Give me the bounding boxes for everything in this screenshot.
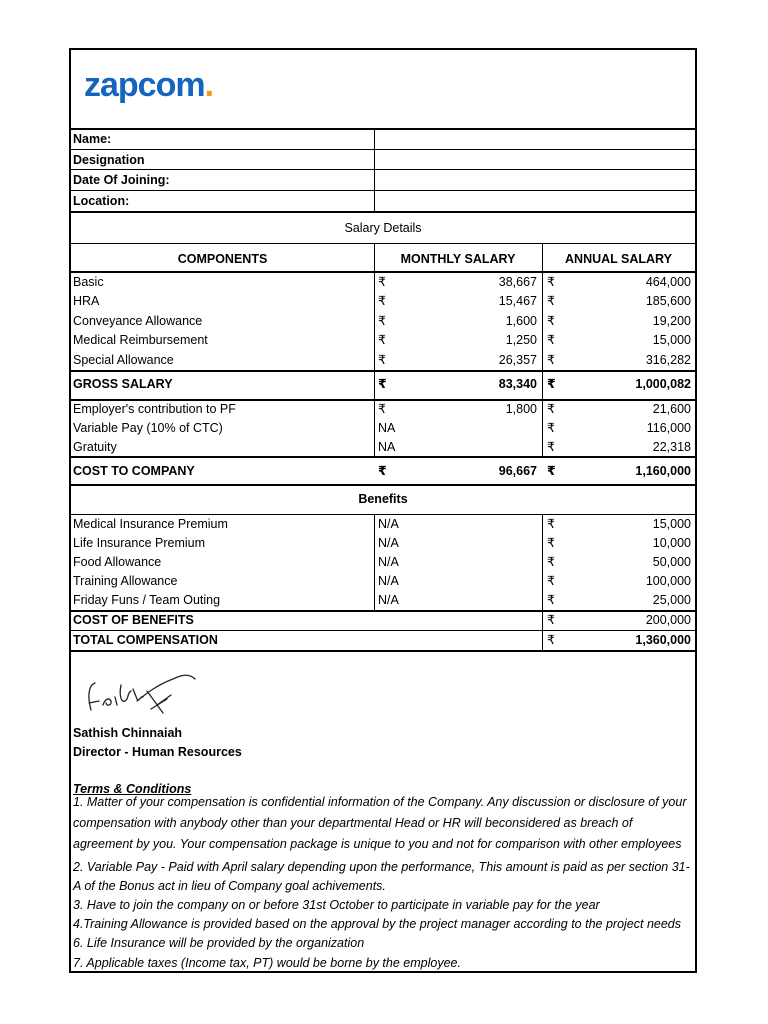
salary-row-monthly: 1,800 bbox=[505, 402, 537, 416]
benefit-row-annual: 25,000 bbox=[652, 593, 691, 607]
rupee-icon: ₹ bbox=[547, 275, 555, 289]
benefit-row-monthly: N/A bbox=[378, 593, 399, 607]
rupee-icon: ₹ bbox=[378, 353, 386, 367]
rupee-icon: ₹ bbox=[547, 421, 555, 435]
gross-salary-label: GROSS SALARY bbox=[73, 377, 173, 391]
benefit-row-annual: 50,000 bbox=[652, 555, 691, 569]
signatory-name: Sathish Chinnaiah bbox=[73, 726, 183, 740]
rupee-icon: ₹ bbox=[378, 314, 386, 328]
rupee-icon: ₹ bbox=[378, 294, 386, 308]
salary-row-monthly: NA bbox=[378, 421, 396, 435]
rupee-icon: ₹ bbox=[378, 377, 387, 391]
benefit-row-label: Medical Insurance Premium bbox=[73, 517, 228, 531]
benefit-row-annual: 100,000 bbox=[645, 574, 691, 588]
rupee-icon: ₹ bbox=[547, 574, 555, 588]
col-annual: ANNUAL SALARY bbox=[565, 252, 672, 266]
salary-row-label: Conveyance Allowance bbox=[73, 314, 203, 328]
benefit-row-monthly: N/A bbox=[378, 555, 399, 569]
benefit-row-label: Life Insurance Premium bbox=[73, 536, 206, 550]
salary-row-annual: 22,318 bbox=[652, 440, 691, 454]
rupee-icon: ₹ bbox=[547, 294, 555, 308]
cost-of-benefits-annual: 200,000 bbox=[645, 613, 691, 627]
benefit-row-monthly: N/A bbox=[378, 517, 399, 531]
benefits-title: Benefits bbox=[358, 492, 408, 506]
rupee-icon: ₹ bbox=[378, 275, 386, 289]
salary-row-monthly: 1,600 bbox=[505, 314, 537, 328]
benefit-row-label: Training Allowance bbox=[73, 574, 178, 588]
salary-row-monthly: 38,667 bbox=[498, 275, 537, 289]
signatory-title: Director - Human Resources bbox=[73, 745, 242, 759]
salary-row-label: Special Allowance bbox=[73, 353, 174, 367]
rupee-icon: ₹ bbox=[547, 613, 555, 627]
salary-row-monthly: 1,250 bbox=[505, 333, 537, 347]
col-monthly: MONTHLY SALARY bbox=[400, 252, 516, 266]
gross-salary-annual: 1,000,082 bbox=[635, 377, 691, 391]
benefit-row-annual: 10,000 bbox=[652, 536, 691, 550]
location-label: Location: bbox=[73, 194, 130, 208]
gross-salary-monthly: 83,340 bbox=[498, 377, 537, 391]
salary-row-label: Medical Reimbursement bbox=[73, 333, 208, 347]
salary-row-label: Variable Pay (10% of CTC) bbox=[73, 421, 223, 435]
rupee-icon: ₹ bbox=[547, 353, 555, 367]
benefit-row-monthly: N/A bbox=[378, 536, 399, 550]
salary-row-monthly: NA bbox=[378, 440, 396, 454]
rupee-icon: ₹ bbox=[547, 440, 555, 454]
benefit-row-label: Friday Funs / Team Outing bbox=[73, 593, 221, 607]
salary-sheet bbox=[69, 48, 697, 973]
ctc-label: COST TO COMPANY bbox=[73, 464, 195, 478]
term-3: 3. Have to join the company on or before 31st October to participate in variable pay for the year bbox=[73, 898, 600, 912]
rupee-icon: ₹ bbox=[547, 555, 555, 569]
rupee-icon: ₹ bbox=[547, 593, 555, 607]
signature-image bbox=[77, 655, 207, 730]
cost-of-benefits-label: COST OF BENEFITS bbox=[73, 613, 194, 627]
salary-row-label: Gratuity bbox=[73, 440, 117, 454]
salary-row-annual: 185,600 bbox=[645, 294, 691, 308]
total-compensation-annual: 1,360,000 bbox=[635, 633, 691, 647]
zapcom-logo: zapcom. bbox=[84, 66, 214, 104]
rupee-icon: ₹ bbox=[547, 314, 555, 328]
salary-row-annual: 19,200 bbox=[652, 314, 691, 328]
term-1: 1. Matter of your compensation is confidential information of the Company. Any discussion or disclosure of your compensation with anybody other than your departmental Head or HR will beconsidered as breach of agreement by you. Your compensation package is unique to you and not for comparison with other employees bbox=[73, 795, 687, 851]
rupee-icon: ₹ bbox=[547, 377, 556, 391]
salary-row-monthly: 15,467 bbox=[498, 294, 537, 308]
rupee-icon: ₹ bbox=[547, 333, 555, 347]
term-7: 7. Applicable taxes (Income tax, PT) would be borne by the employee. bbox=[73, 956, 461, 970]
rupee-icon: ₹ bbox=[378, 402, 386, 416]
name-label: Name: bbox=[73, 132, 112, 146]
salary-details-title: Salary Details bbox=[344, 221, 422, 235]
salary-row-annual: 21,600 bbox=[652, 402, 691, 416]
rupee-icon: ₹ bbox=[547, 464, 556, 478]
doj-label: Date Of Joining: bbox=[73, 173, 170, 187]
salary-row-monthly: 26,357 bbox=[498, 353, 537, 367]
rupee-icon: ₹ bbox=[378, 333, 386, 347]
rupee-icon: ₹ bbox=[547, 633, 555, 647]
salary-row-annual: 316,282 bbox=[645, 353, 691, 367]
benefit-row-label: Food Allowance bbox=[73, 555, 162, 569]
term-2: 2. Variable Pay - Paid with April salary depending upon the performance, This amount is paid as per section 31-A of the Bonus act in lieu of Company goal achivements. bbox=[73, 860, 690, 893]
term-4: 4.Training Allowance is provided based on the approval by the project manager according to the project needs bbox=[73, 917, 682, 931]
term-6: 6. Life Insurance will be provided by the organization bbox=[73, 936, 365, 950]
salary-row-annual: 15,000 bbox=[652, 333, 691, 347]
ctc-annual: 1,160,000 bbox=[635, 464, 691, 478]
rupee-icon: ₹ bbox=[547, 536, 555, 550]
salary-row-label: HRA bbox=[73, 294, 100, 308]
terms-section bbox=[73, 780, 695, 970]
benefit-row-annual: 15,000 bbox=[652, 517, 691, 531]
terms-heading: Terms & Conditions bbox=[73, 782, 192, 796]
rupee-icon: ₹ bbox=[378, 464, 387, 478]
designation-label: Designation bbox=[73, 153, 145, 167]
ctc-monthly: 96,667 bbox=[498, 464, 537, 478]
rupee-icon: ₹ bbox=[547, 517, 555, 531]
col-components: COMPONENTS bbox=[177, 252, 268, 266]
total-compensation-label: TOTAL COMPENSATION bbox=[73, 633, 218, 647]
salary-row-annual: 464,000 bbox=[645, 275, 691, 289]
salary-row-annual: 116,000 bbox=[646, 421, 691, 435]
benefit-row-monthly: N/A bbox=[378, 574, 399, 588]
salary-row-label: Employer's contribution to PF bbox=[73, 402, 236, 416]
rupee-icon: ₹ bbox=[547, 402, 555, 416]
salary-row-label: Basic bbox=[73, 275, 104, 289]
